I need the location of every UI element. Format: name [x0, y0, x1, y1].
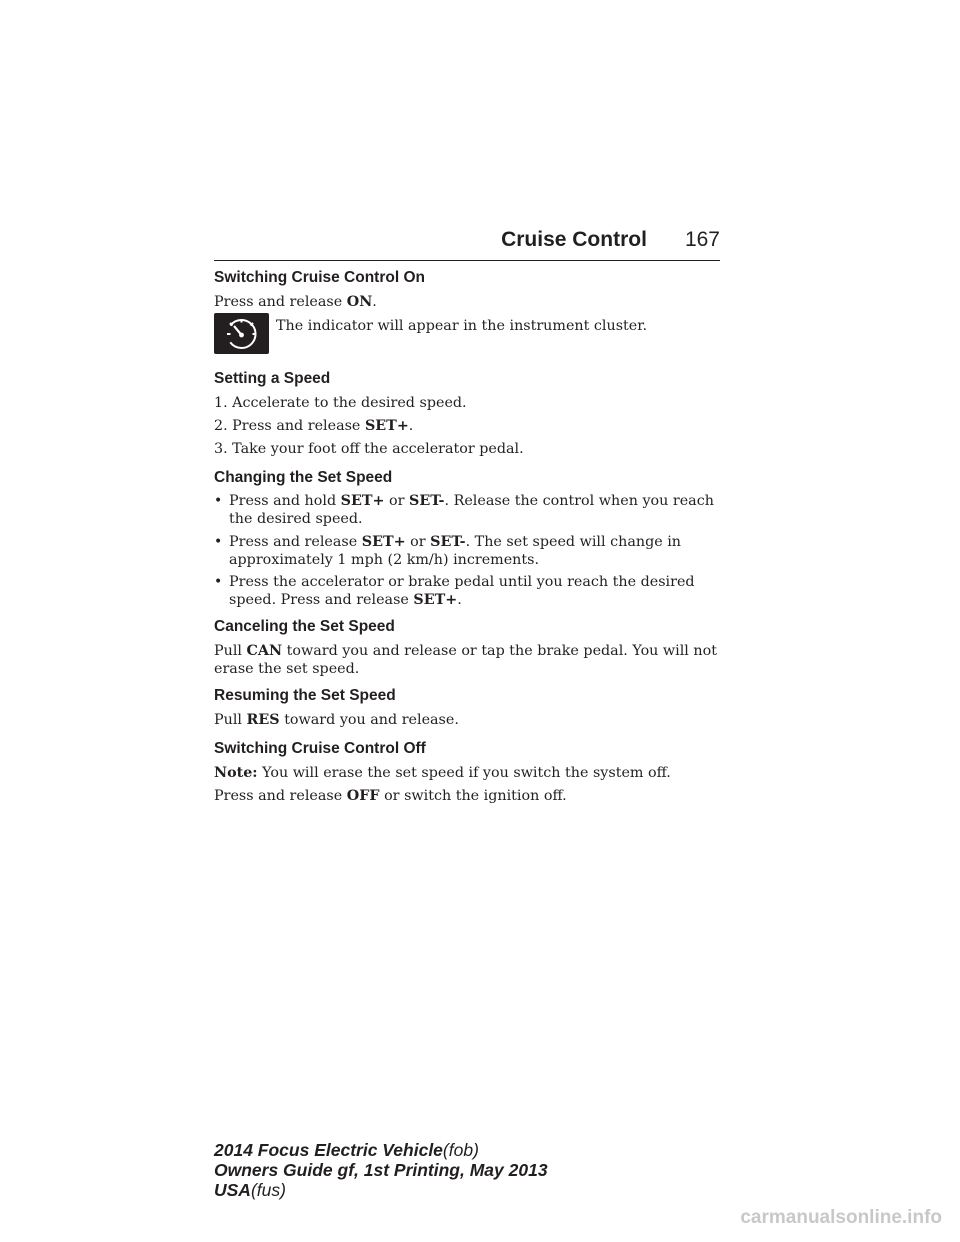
heading-switching-off: Switching Cruise Control Off — [214, 740, 426, 757]
note-line: Note: You will erase the set speed if you switch the system off. — [214, 765, 671, 781]
bullet-2-marker: • — [214, 534, 223, 550]
heading-canceling-speed: Canceling the Set Speed — [214, 618, 395, 635]
resume-line: Pull RES toward you and release. — [214, 712, 459, 728]
bullet-1-line-2: the desired speed. — [229, 511, 363, 527]
off-line: Press and release OFF or switch the ignition off. — [214, 788, 567, 804]
step-3: 3. Take your foot off the accelerator pedal. — [214, 441, 524, 457]
step-2: 2. Press and release SET+. — [214, 418, 414, 434]
step-1: 1. Accelerate to the desired speed. — [214, 395, 467, 411]
page-number: 167 — [684, 228, 720, 251]
bullet-1-marker: • — [214, 493, 223, 509]
heading-changing-speed: Changing the Set Speed — [214, 469, 393, 486]
bullet-2-line-1: Press and release SET+ or SET-. The set speed will change in — [229, 534, 682, 550]
indicator-description: The indicator will appear in the instrument cluster. — [276, 318, 648, 334]
document-footer — [214, 1140, 548, 1200]
bullet-3-line-2: speed. Press and release SET+. — [229, 592, 462, 608]
bullet-2-line-2: approximately 1 mph (2 km/h) increments. — [229, 552, 540, 568]
heading-resuming-speed: Resuming the Set Speed — [214, 687, 396, 704]
heading-setting-speed: Setting a Speed — [214, 370, 331, 387]
speedometer-icon — [214, 313, 269, 354]
cruise-control-indicator-icon — [214, 313, 269, 354]
bullet-1-line-1: Press and hold SET+ or SET-. Release the control when you reach — [229, 493, 714, 509]
footer-line-2: Owners Guide gf, 1st Printing, May 2013 — [214, 1160, 548, 1180]
heading-switching-on: Switching Cruise Control On — [214, 269, 425, 286]
footer-line-3: USA(fus) — [214, 1180, 286, 1200]
bullet-3-marker: • — [214, 574, 223, 590]
page-header — [214, 226, 720, 261]
cancel-line-2: erase the set speed. — [214, 661, 360, 677]
section-title: Cruise Control — [501, 228, 647, 251]
paragraph-press-on: Press and release ON. — [214, 294, 377, 310]
bullet-3-line-1: Press the accelerator or brake pedal until you reach the desired — [229, 574, 695, 590]
watermark: carmanualsonline.info — [740, 1207, 942, 1228]
cancel-line-1: Pull CAN toward you and release or tap the brake pedal. You will not — [214, 643, 717, 659]
footer-line-1: 2014 Focus Electric Vehicle(fob) — [214, 1140, 479, 1160]
